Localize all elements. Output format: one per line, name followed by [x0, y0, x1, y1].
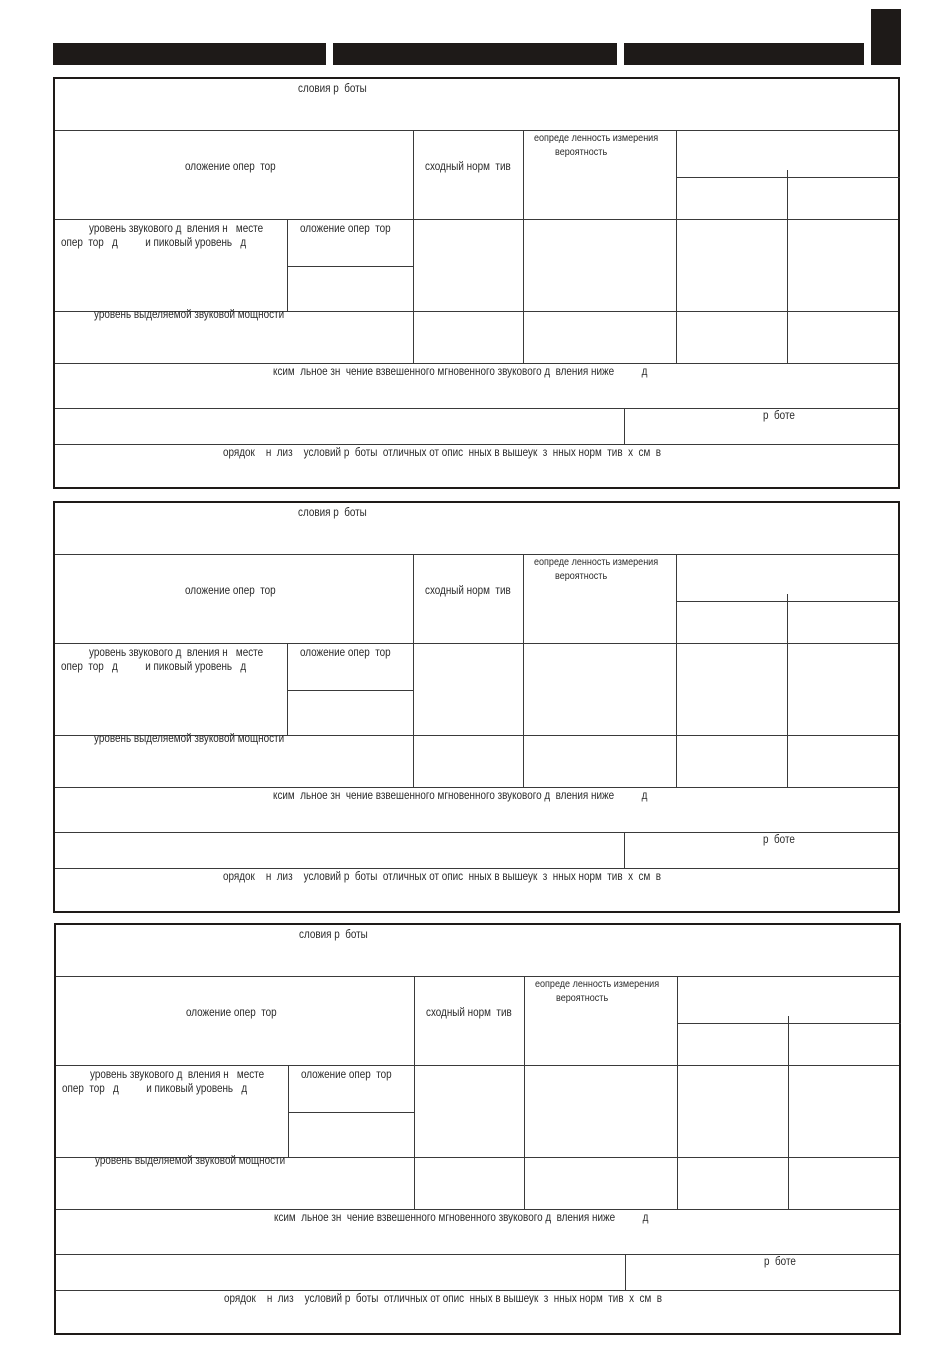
- at-work-label: р боте: [763, 410, 795, 422]
- spl-label-line1: уровень звукового д вления н месте: [90, 1069, 265, 1081]
- probability-label: вероятность: [555, 570, 608, 582]
- operator-position-label: оложение опер тор: [186, 1007, 277, 1019]
- noise-form-section: [54, 923, 901, 1335]
- max-value-label: ксим льное зн чение взвешенного мгновенного звукового д вления ниже д: [274, 1212, 649, 1224]
- spl-label-line1: уровень звукового д вления н месте: [89, 647, 264, 659]
- initial-norm-label: сходный норм тив: [425, 161, 511, 173]
- spl-label-line2: опер тор д и пиковый уровень д: [61, 661, 247, 673]
- initial-norm-label: сходный норм тив: [425, 585, 511, 597]
- uncertainty-label: еопреде ленность измерения: [534, 556, 659, 568]
- working-conditions-label: словия р боты: [298, 83, 367, 95]
- header-bar-1: [53, 43, 326, 65]
- at-work-label: р боте: [763, 834, 795, 846]
- at-work-label: р боте: [764, 1256, 796, 1268]
- max-value-label: ксим льное зн чение взвешенного мгновенного звукового д вления ниже д: [273, 790, 648, 802]
- operator-position-label: оложение опер тор: [185, 585, 276, 597]
- initial-norm-label: сходный норм тив: [426, 1007, 512, 1019]
- working-conditions-label: словия р боты: [299, 929, 368, 941]
- operator-position-sub-label: оложение опер тор: [300, 647, 391, 659]
- uncertainty-label: еопреде ленность измерения: [535, 978, 660, 990]
- analysis-label: орядок н лиз условий р боты отличных от опис нных в вышеук з нных норм тив х см в: [223, 871, 662, 883]
- page-tab: [871, 9, 901, 65]
- operator-position-sub-label: оложение опер тор: [301, 1069, 392, 1081]
- probability-label: вероятность: [555, 146, 608, 158]
- spl-label-line2: опер тор д и пиковый уровень д: [62, 1083, 248, 1095]
- sound-power-label: уровень выделяемой звуковой мощности: [94, 309, 285, 321]
- spl-label-line1: уровень звукового д вления н месте: [89, 223, 264, 235]
- sound-power-label: уровень выделяемой звуковой мощности: [95, 1155, 286, 1167]
- noise-form-section: [53, 77, 900, 489]
- uncertainty-label: еопреде ленность измерения: [534, 132, 659, 144]
- analysis-label: орядок н лиз условий р боты отличных от опис нных в вышеук з нных норм тив х см в: [224, 1293, 663, 1305]
- operator-position-label: оложение опер тор: [185, 161, 276, 173]
- sound-power-label: уровень выделяемой звуковой мощности: [94, 733, 285, 745]
- probability-label: вероятность: [556, 992, 609, 1004]
- noise-form-section: [53, 501, 900, 913]
- working-conditions-label: словия р боты: [298, 507, 367, 519]
- analysis-label: орядок н лиз условий р боты отличных от опис нных в вышеук з нных норм тив х см в: [223, 447, 662, 459]
- header-bar-2: [333, 43, 617, 65]
- max-value-label: ксим льное зн чение взвешенного мгновенного звукового д вления ниже д: [273, 366, 648, 378]
- header-bar-3: [624, 43, 864, 65]
- spl-label-line2: опер тор д и пиковый уровень д: [61, 237, 247, 249]
- operator-position-sub-label: оложение опер тор: [300, 223, 391, 235]
